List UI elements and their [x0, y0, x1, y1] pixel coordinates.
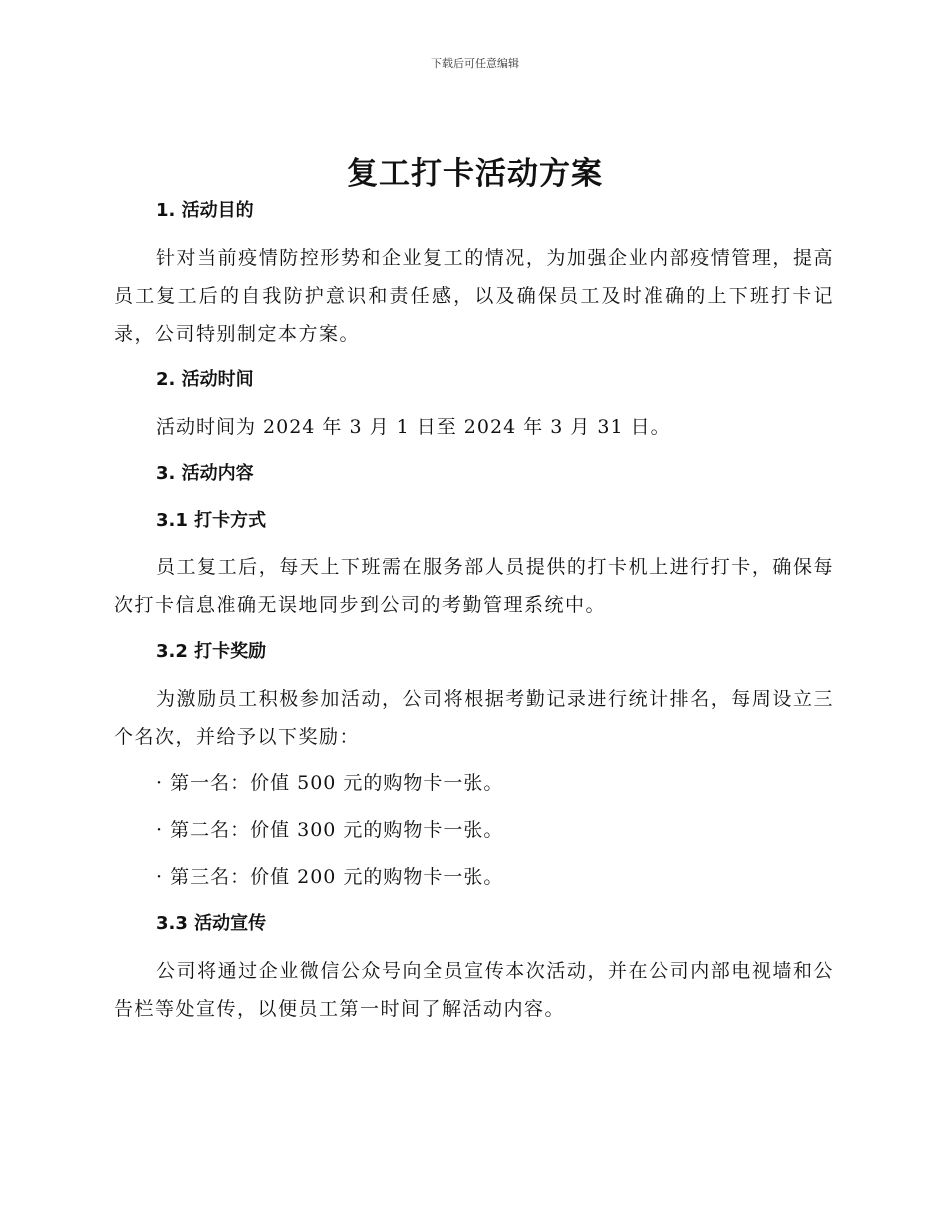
section-3-2-heading: 3.2 打卡奖励 — [156, 641, 267, 662]
section-1-heading: 1. 活动目的 — [156, 200, 254, 221]
section-2-body: 活动时间为 2024 年 3 月 1 日至 2024 年 3 月 31 日。 — [156, 416, 671, 438]
section-1-body: 针对当前疫情防控形势和企业复工的情况，为加强企业内部疫情管理，提高员工复工后的自我防护意识和责任感，以及确保员工及时准确的上下班打卡记录，公司特别制定本方案。 — [114, 247, 834, 345]
section-3-heading: 3. 活动内容 — [156, 463, 254, 484]
section-3-3-heading: 3.3 活动宣传 — [156, 913, 267, 934]
section-3-2-body: 为激励员工积极参加活动，公司将根据考勤记录进行统计排名，每周设立三个名次，并给予以下奖励： — [114, 688, 834, 748]
section-3-3-body: 公司将通过企业微信公众号向全员宣传本次活动，并在公司内部电视墙和公告栏等处宣传，以便员工第一时间了解活动内容。 — [114, 960, 834, 1020]
section-3-1-body: 员工复工后，每天上下班需在服务部人员提供的打卡机上进行打卡，确保每次打卡信息准确无误地同步到公司的考勤管理系统中。 — [114, 556, 834, 616]
prize-first: · 第一名：价值 500 元的购物卡一张。 — [156, 772, 504, 794]
header-note: 下载后可任意编辑 — [431, 57, 519, 70]
section-2-heading: 2. 活动时间 — [156, 369, 254, 390]
prize-second: · 第二名：价值 300 元的购物卡一张。 — [156, 819, 504, 841]
section-3-1-heading: 3.1 打卡方式 — [156, 510, 267, 531]
prize-third: · 第三名：价值 200 元的购物卡一张。 — [156, 866, 504, 888]
document-title: 复工打卡活动方案 — [347, 156, 603, 192]
